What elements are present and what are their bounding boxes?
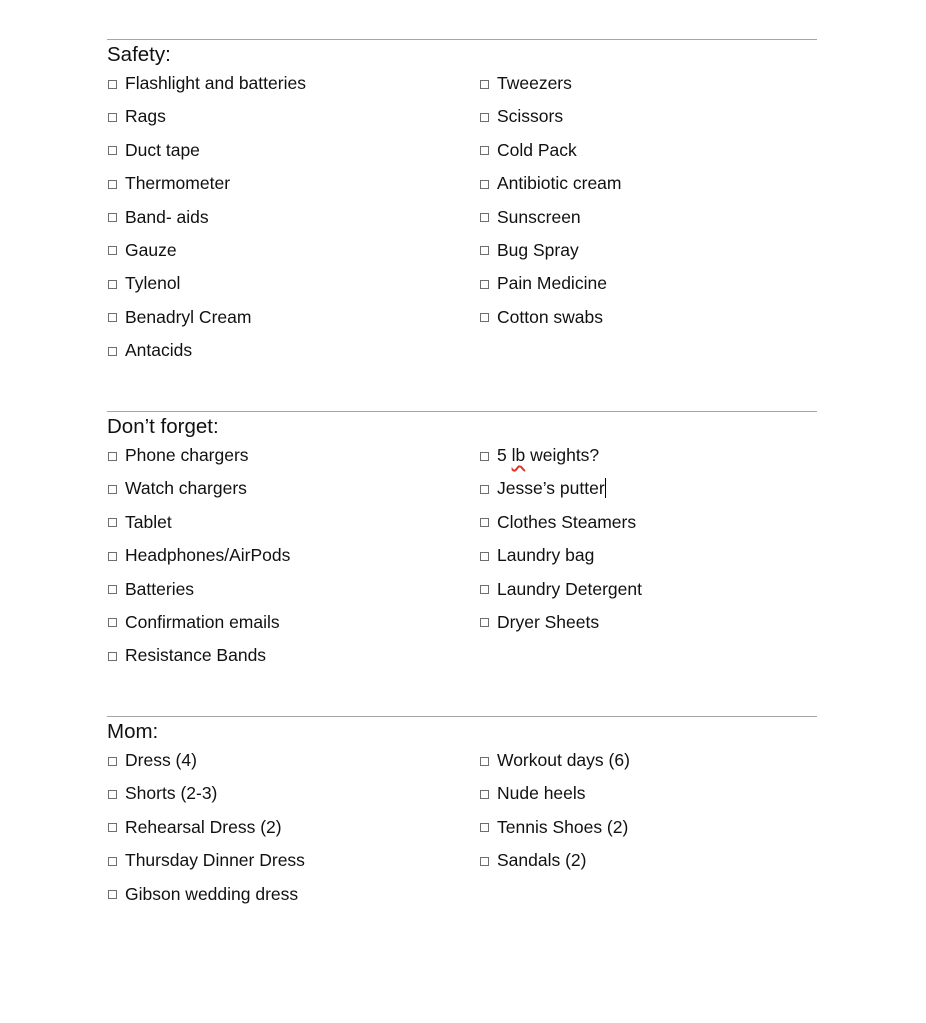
item-label[interactable]: Workout days (6) [497, 750, 630, 770]
checkbox[interactable] [480, 452, 489, 461]
item-label[interactable]: Tylenol [125, 273, 181, 294]
checkbox[interactable] [480, 280, 489, 289]
checkbox[interactable] [108, 313, 117, 322]
item-label[interactable]: Shorts (2-3) [125, 783, 218, 804]
item-label[interactable]: Antacids [125, 340, 193, 361]
checkbox[interactable] [480, 313, 489, 322]
checkbox[interactable] [108, 246, 117, 255]
checkbox[interactable] [108, 180, 117, 189]
item-label[interactable]: Rehearsal Dress (2) [125, 816, 282, 837]
item-label[interactable]: Clothes Steamers [497, 511, 637, 532]
item-label[interactable]: Duct tape [125, 139, 200, 160]
checkbox[interactable] [480, 757, 489, 766]
checkbox[interactable] [480, 585, 489, 594]
item-label[interactable]: Band- aids [125, 206, 209, 227]
checkbox[interactable] [108, 280, 117, 289]
checkbox[interactable] [108, 652, 117, 661]
section-heading[interactable]: Don’t forget: [107, 415, 219, 438]
item-label[interactable]: Antibiotic cream [497, 173, 622, 194]
item-label[interactable]: Flashlight and batteries [125, 73, 306, 93]
section-heading[interactable]: Safety: [107, 43, 171, 66]
checkbox[interactable] [480, 213, 489, 222]
section-divider [107, 411, 817, 412]
checkbox[interactable] [480, 552, 489, 561]
item-label[interactable]: Headphones/AirPods [125, 545, 291, 566]
checkbox[interactable] [108, 347, 117, 356]
checkbox[interactable] [480, 618, 489, 627]
checkbox[interactable] [108, 857, 117, 866]
item-label[interactable]: Phone chargers [125, 445, 249, 465]
checkbox[interactable] [480, 146, 489, 155]
checkbox[interactable] [108, 146, 117, 155]
checkbox[interactable] [108, 790, 117, 799]
checkbox[interactable] [108, 452, 117, 461]
checkbox[interactable] [480, 246, 489, 255]
item-label[interactable]: Scissors [497, 106, 564, 127]
checkbox[interactable] [480, 790, 489, 799]
item-label[interactable]: Sandals (2) [497, 850, 587, 871]
item-label[interactable]: Thursday Dinner Dress [125, 850, 305, 871]
checkbox[interactable] [108, 552, 117, 561]
section-safety [107, 39, 817, 361]
item-label[interactable]: Cotton swabs [497, 306, 604, 327]
item-label[interactable]: Confirmation emails [125, 611, 280, 632]
checkbox[interactable] [108, 618, 117, 627]
section-heading[interactable]: Mom: [107, 720, 159, 743]
item-label[interactable]: Dress (4) [125, 750, 197, 770]
item-label[interactable]: Laundry Detergent [497, 578, 642, 599]
section-divider [107, 716, 817, 717]
checkbox[interactable] [108, 485, 117, 494]
checkbox[interactable] [108, 80, 117, 89]
section-mom [107, 716, 817, 904]
section-divider [107, 39, 817, 40]
item-label-part: 5 [497, 445, 512, 465]
item-label[interactable]: Tablet [125, 511, 172, 532]
section-dont-forget [107, 411, 817, 666]
item-label[interactable]: Tweezers [497, 73, 572, 93]
item-label-with-cursor[interactable] [497, 476, 606, 500]
item-label[interactable]: Jesse’s putter [497, 478, 605, 499]
item-label[interactable]: Rags [125, 106, 166, 127]
checkbox[interactable] [480, 518, 489, 527]
checkbox[interactable] [480, 823, 489, 832]
checkbox[interactable] [480, 485, 489, 494]
checkbox[interactable] [108, 585, 117, 594]
item-label[interactable]: Watch chargers [125, 478, 247, 499]
item-label[interactable]: Dryer Sheets [497, 611, 600, 632]
checkbox[interactable] [480, 113, 489, 122]
item-label[interactable]: Gauze [125, 239, 177, 260]
item-label-part: weights? [525, 445, 600, 465]
checkbox[interactable] [480, 80, 489, 89]
spellcheck-underlined-word[interactable]: lb [511, 445, 526, 465]
item-label[interactable]: Benadryl Cream [125, 306, 252, 327]
item-label[interactable]: Batteries [125, 578, 195, 599]
item-label[interactable]: Cold Pack [497, 139, 577, 160]
checkbox[interactable] [108, 213, 117, 222]
item-label[interactable]: Nude heels [497, 783, 586, 804]
item-label[interactable]: Sunscreen [497, 206, 581, 227]
item-label[interactable]: Tennis Shoes (2) [497, 816, 629, 837]
item-label[interactable] [497, 443, 599, 467]
item-label[interactable]: Gibson wedding dress [125, 883, 299, 904]
item-label[interactable]: Laundry bag [497, 545, 595, 566]
item-label[interactable]: Resistance Bands [125, 645, 267, 666]
checkbox[interactable] [108, 518, 117, 527]
item-label[interactable]: Bug Spray [497, 239, 579, 260]
item-label[interactable]: Pain Medicine [497, 273, 607, 294]
checkbox[interactable] [108, 757, 117, 766]
checkbox[interactable] [480, 857, 489, 866]
text-cursor [605, 478, 607, 498]
checkbox[interactable] [108, 113, 117, 122]
checkbox[interactable] [108, 890, 117, 899]
item-label[interactable]: Thermometer [125, 173, 231, 194]
checkbox[interactable] [108, 823, 117, 832]
checkbox[interactable] [480, 180, 489, 189]
